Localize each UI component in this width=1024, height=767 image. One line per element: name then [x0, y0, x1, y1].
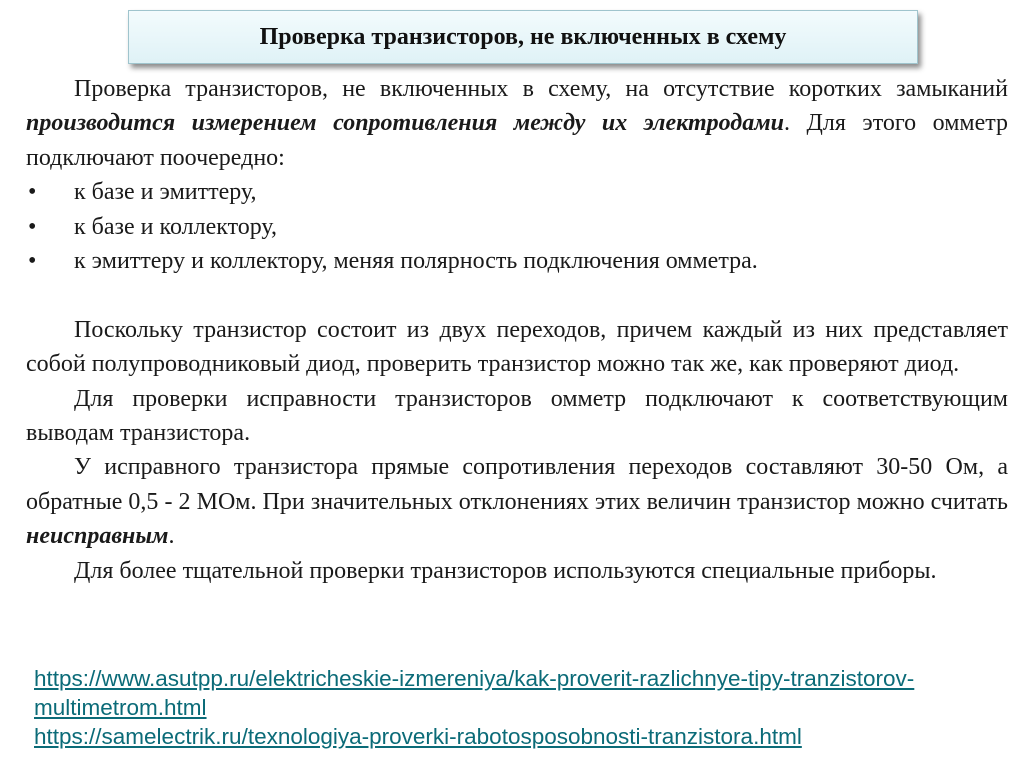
paragraph-diodes: Поскольку транзистор состоит из двух переходов, причем каждый из них представляет собой полупроводниковый диод, проверить транзистор можно так же, как проверяют диод.: [26, 316, 1008, 378]
resistance-text: У исправного транзистора прямые сопротивления переходов составляют 30-50 Ом, а обратные 0,5 - 2 МОм. При значительных отклонениях этих величин транзистор можно считать: [26, 454, 1008, 515]
source-links: [34, 664, 994, 751]
paragraph-devices: Для более тщательной проверки транзисторов используются специальные приборы.: [74, 557, 937, 584]
bullet-mark: •: [28, 213, 37, 240]
intro-paragraph: [26, 72, 1008, 175]
paragraph-resistance: [26, 450, 1008, 553]
slide-content: [26, 72, 1008, 588]
bullet-mark: •: [28, 179, 37, 206]
source-link-asutpp[interactable]: https://www.asutpp.ru/elektricheskie-izmereniya/kak-proverit-razlichnye-tipy-tranzistorov-multimetrom.html: [34, 666, 915, 720]
paragraph-spacer: [26, 278, 1008, 312]
bullet-list: [26, 175, 1008, 278]
list-item: [26, 175, 1008, 209]
bullet-text: к базе и коллектору,: [74, 213, 278, 240]
source-link-samelectrik[interactable]: https://samelectrik.ru/texnologiya-proverki-rabotosposobnosti-tranzistora.html: [34, 724, 802, 749]
bullet-mark: •: [28, 248, 37, 275]
list-item: [26, 210, 1008, 244]
bullet-text: к эмиттеру и коллектору, меняя полярность подключения омметра.: [74, 248, 758, 275]
intro-text-end: . Для этого омметр подключают поочередно:: [26, 110, 1008, 171]
resistance-emphasis: неисправным: [26, 523, 169, 550]
paragraph-ohmmeter: Для проверки исправности транзисторов омметр подключают к соответствующим выводам транзистора.: [26, 385, 1008, 447]
intro-emphasis: производится измерением сопротивления между их электродами: [26, 110, 784, 137]
slide-title: Проверка транзисторов, не включенных в схему: [259, 23, 787, 50]
bullet-text: к базе и эмиттеру,: [74, 179, 257, 206]
list-item: [26, 244, 1008, 278]
slide-header: [128, 10, 918, 64]
intro-text: Проверка транзисторов, не включенных в схему, на отсутствие коротких замыканий: [74, 76, 1008, 102]
resistance-text-end: .: [168, 523, 175, 550]
